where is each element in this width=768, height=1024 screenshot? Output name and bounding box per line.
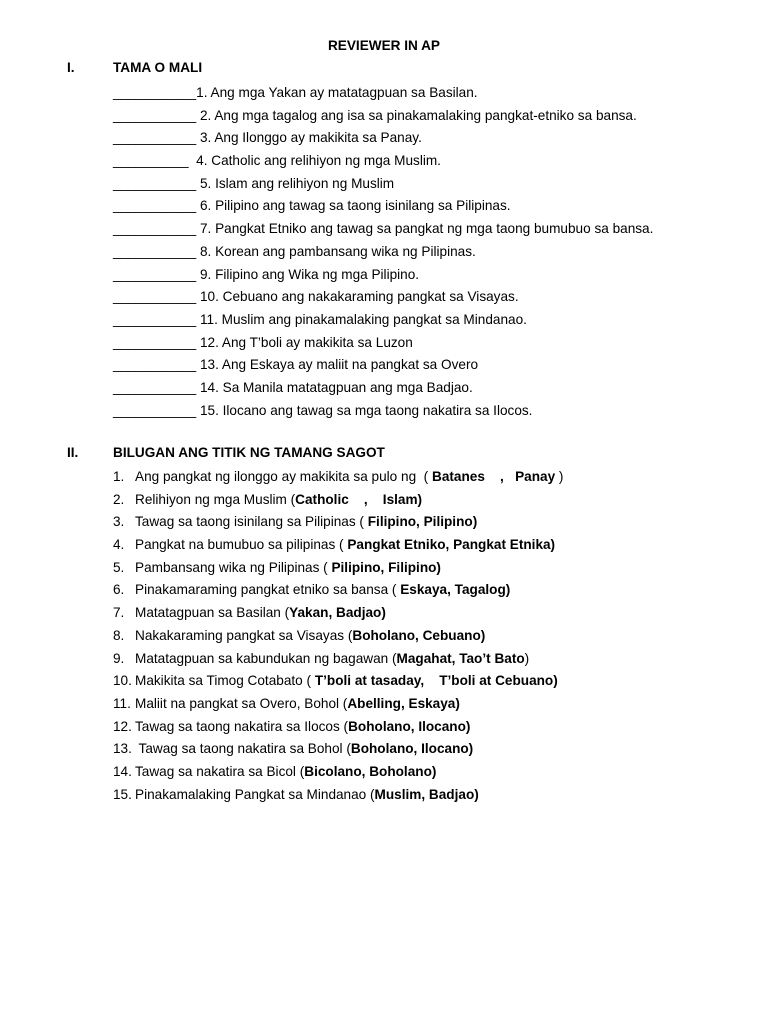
true-false-item bbox=[113, 173, 653, 196]
statement-text: 11. Muslim ang pinakamalaking pangkat sa Mindanao. bbox=[199, 311, 527, 327]
answer-choices[interactable]: Boholano, Ilocano) bbox=[350, 741, 474, 757]
answer-blank[interactable]: ___________ bbox=[113, 85, 197, 100]
section-2-numeral: II. bbox=[67, 445, 79, 460]
item-number: 10. bbox=[113, 673, 132, 689]
statement-text: 8. Korean ang pambansang wika ng Pilipinas. bbox=[199, 243, 476, 259]
true-false-item bbox=[113, 105, 653, 128]
statement-text: 13. Ang Eskaya ay maliit na pangkat sa Overo bbox=[199, 357, 479, 373]
answer-choices[interactable]: Eskaya, Tagalog) bbox=[400, 582, 511, 598]
multiple-choice-item bbox=[113, 784, 563, 807]
multiple-choice-item bbox=[113, 602, 563, 625]
answer-choices[interactable]: Magahat, Tao’t Bato bbox=[396, 650, 525, 666]
multiple-choice-item bbox=[113, 625, 563, 648]
item-number: 5. bbox=[113, 559, 125, 575]
item-number: 14. bbox=[113, 763, 132, 779]
document-title: REVIEWER IN AP bbox=[327, 38, 441, 53]
statement-text: 14. Sa Manila matatagpuan ang mga Badjao. bbox=[199, 379, 473, 395]
item-number: 3. bbox=[113, 514, 125, 530]
answer-choices[interactable]: Pilipino, Filipino) bbox=[331, 559, 441, 575]
true-false-item bbox=[113, 218, 653, 241]
multiple-choice-item bbox=[113, 579, 563, 602]
true-false-item bbox=[113, 127, 653, 150]
multiple-choice-list bbox=[113, 466, 563, 806]
true-false-item bbox=[113, 195, 653, 218]
section-2-title: BILUGAN ANG TITIK NG TAMANG SAGOT bbox=[113, 445, 385, 460]
answer-blank[interactable]: ___________ bbox=[113, 289, 200, 305]
question-text: Pinakamalaking Pangkat sa Mindanao ( bbox=[135, 786, 375, 802]
item-number: 13. bbox=[113, 741, 132, 757]
item-number: 11. bbox=[113, 695, 131, 711]
answer-blank[interactable]: ___________ bbox=[113, 379, 200, 395]
multiple-choice-item bbox=[113, 716, 563, 739]
item-number: 2. bbox=[113, 491, 125, 507]
multiple-choice-item bbox=[113, 738, 563, 761]
question-text: Tawag sa taong nakatira sa Ilocos ( bbox=[135, 718, 349, 734]
true-false-item bbox=[113, 400, 653, 423]
multiple-choice-item bbox=[113, 511, 563, 534]
answer-blank[interactable]: ___________ bbox=[113, 107, 200, 123]
answer-blank[interactable]: ___________ bbox=[113, 175, 200, 191]
multiple-choice-item bbox=[113, 761, 563, 784]
multiple-choice-item bbox=[113, 693, 563, 716]
multiple-choice-item bbox=[113, 557, 563, 580]
answer-choices[interactable]: Abelling, Eskaya) bbox=[347, 695, 460, 711]
section-1-heading bbox=[67, 60, 202, 75]
item-number: 7. bbox=[113, 605, 125, 621]
item-number: 12. bbox=[113, 718, 132, 734]
question-text: Tawag sa taong isinilang sa Pilipinas ( bbox=[135, 514, 368, 530]
item-number: 8. bbox=[113, 627, 125, 643]
question-text: Tawag sa taong nakatira sa Bohol ( bbox=[135, 741, 351, 757]
answer-blank[interactable]: ___________ bbox=[113, 402, 200, 418]
answer-blank[interactable]: ___________ bbox=[113, 221, 200, 237]
question-closing: ) bbox=[555, 469, 564, 484]
answer-choices[interactable]: Muslim, Badjao) bbox=[374, 786, 479, 802]
question-closing: ) bbox=[524, 650, 530, 666]
answer-choices[interactable]: Yakan, Badjao) bbox=[289, 605, 386, 621]
true-false-item bbox=[113, 354, 653, 377]
section-1-title: TAMA O MALI bbox=[113, 60, 203, 75]
answer-choices[interactable]: T’boli at tasaday, T’boli at Cebuano) bbox=[314, 673, 558, 689]
true-false-item bbox=[113, 82, 653, 105]
statement-text: 7. Pangkat Etniko ang tawag sa pangkat ng mga taong bumubuo sa bansa. bbox=[199, 221, 654, 237]
question-text: Matatagpuan sa Basilan ( bbox=[135, 605, 290, 621]
true-false-item bbox=[113, 286, 653, 309]
true-false-item bbox=[113, 332, 653, 355]
true-false-item bbox=[113, 309, 653, 332]
answer-blank[interactable]: ___________ bbox=[113, 266, 200, 282]
question-text: Matatagpuan sa kabundukan ng bagawan ( bbox=[135, 650, 397, 666]
statement-text: 12. Ang T’boli ay makikita sa Luzon bbox=[199, 334, 413, 350]
answer-choices[interactable]: Bicolano, Boholano) bbox=[304, 763, 437, 779]
question-text: Tawag sa nakatira sa Bicol ( bbox=[135, 763, 305, 779]
true-false-item bbox=[113, 150, 653, 173]
true-false-item bbox=[113, 377, 653, 400]
question-text: Nakakaraming pangkat sa Visayas ( bbox=[135, 627, 353, 643]
answer-blank[interactable]: ___________ bbox=[113, 198, 200, 214]
statement-text: 1. Ang mga Yakan ay matatagpuan sa Basilan. bbox=[196, 85, 478, 100]
answer-choices[interactable]: Boholano, Cebuano) bbox=[352, 627, 486, 643]
question-text: Pangkat na bumubuo sa pilipinas ( bbox=[135, 537, 348, 553]
statement-text: 6. Pilipino ang tawag sa taong isinilang sa Pilipinas. bbox=[199, 198, 511, 214]
answer-blank[interactable]: ___________ bbox=[113, 357, 200, 373]
true-false-item bbox=[113, 264, 653, 287]
answer-choices[interactable]: Batanes , Panay bbox=[432, 469, 556, 484]
item-number: 4. bbox=[113, 537, 125, 553]
multiple-choice-item bbox=[113, 670, 563, 693]
answer-choices[interactable]: Filipino, Pilipino) bbox=[367, 514, 478, 530]
answer-choices[interactable]: Catholic , Islam) bbox=[295, 491, 423, 507]
statement-text: 3. Ang Ilonggo ay makikita sa Panay. bbox=[199, 130, 422, 146]
statement-text: 9. Filipino ang Wika ng mga Pilipino. bbox=[199, 266, 420, 282]
statement-text: 10. Cebuano ang nakakaraming pangkat sa Visayas. bbox=[199, 289, 519, 305]
statement-text: 5. Islam ang relihiyon ng Muslim bbox=[199, 175, 395, 191]
multiple-choice-item bbox=[113, 489, 563, 512]
item-number: 15. bbox=[113, 786, 132, 802]
section-2-heading bbox=[67, 445, 385, 460]
statement-text: 4. Catholic ang relihiyon ng mga Muslim. bbox=[196, 153, 441, 169]
question-text: Maliit na pangkat sa Overo, Bohol ( bbox=[135, 695, 348, 711]
item-number: 6. bbox=[113, 582, 125, 598]
item-number: 1. bbox=[113, 469, 125, 484]
question-text: Pinakamaraming pangkat etniko sa bansa ( bbox=[135, 582, 401, 598]
statement-text: 2. Ang mga tagalog ang isa sa pinakamalaking pangkat-etniko sa bansa. bbox=[199, 107, 637, 123]
answer-blank[interactable]: ___________ bbox=[113, 311, 200, 327]
multiple-choice-item bbox=[113, 466, 563, 489]
question-text: Pambansang wika ng Pilipinas ( bbox=[135, 559, 332, 575]
answer-choices[interactable]: Pangkat Etniko, Pangkat Etnika) bbox=[347, 537, 556, 553]
question-text: Ang pangkat ng ilonggo ay makikita sa pulo ng ( bbox=[135, 469, 432, 484]
statement-text: 15. Ilocano ang tawag sa mga taong nakatira sa Ilocos. bbox=[199, 402, 533, 418]
answer-blank[interactable]: ___________ bbox=[113, 130, 200, 146]
multiple-choice-item bbox=[113, 648, 563, 671]
section-1-numeral: I. bbox=[67, 60, 75, 75]
true-false-list bbox=[113, 82, 653, 422]
question-text: Relihiyon ng mga Muslim ( bbox=[135, 491, 296, 507]
answer-choices[interactable]: Boholano, Ilocano) bbox=[348, 718, 471, 734]
true-false-item bbox=[113, 241, 653, 264]
answer-blank[interactable]: ___________ bbox=[113, 243, 200, 259]
item-number: 9. bbox=[113, 650, 125, 666]
multiple-choice-item bbox=[113, 534, 563, 557]
answer-blank[interactable]: __________ bbox=[113, 153, 197, 169]
answer-blank[interactable]: ___________ bbox=[113, 334, 200, 350]
question-text: Makikita sa Timog Cotabato ( bbox=[135, 673, 315, 689]
